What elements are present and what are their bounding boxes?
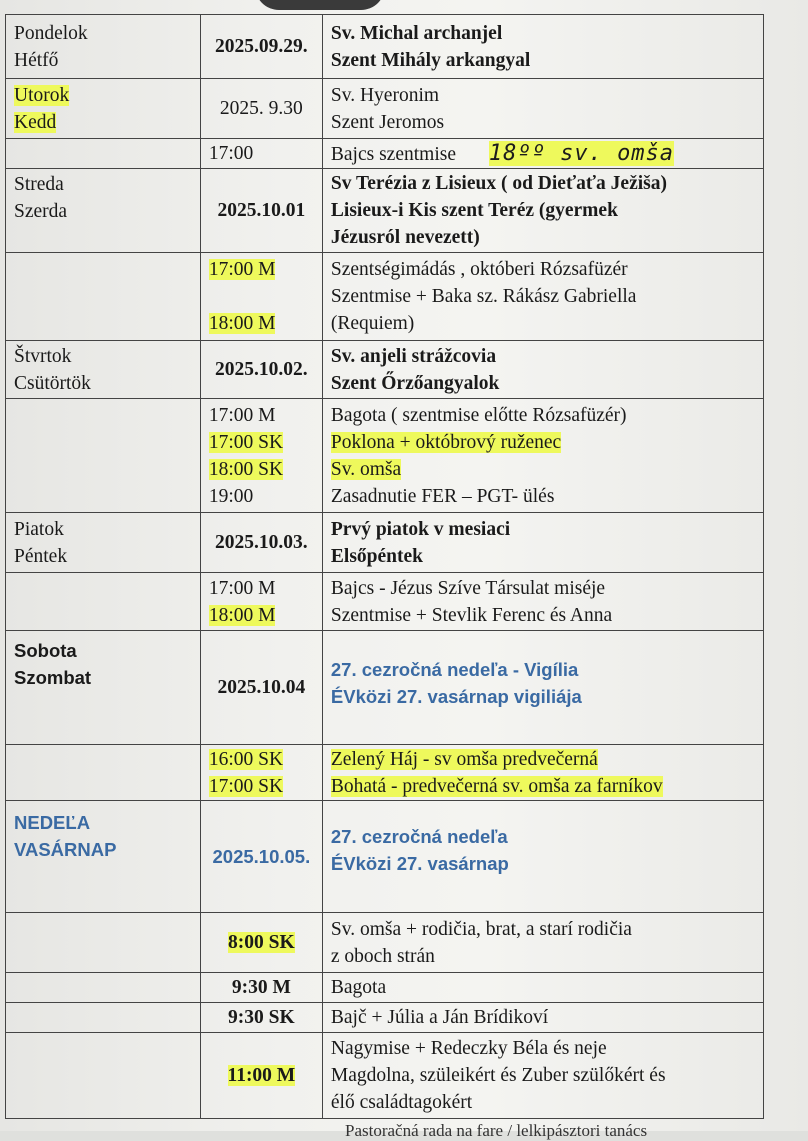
day-tuesday: Utorok Kedd [6,79,201,139]
feast-saturday: 27. cezročná nedeľa - Vigília ÉVközi 27. vasárnap vigiliája [322,631,763,745]
event-sunday-4: Nagymise + Redeczky Béla és neje Magdolna, szüleikért és Zuber szülőkért és élő családtagokért [322,1033,763,1119]
time-sunday-3: 9:30 SK [200,1003,322,1033]
feast-monday: Sv. Michal archanjel Szent Mihály arkangyal [322,15,763,79]
day-thursday: Štvrtok Csütörtök [6,341,201,399]
event-tuesday: Bajcs szentmise 18ºº sv. omša [322,139,763,169]
row-saturday-header [6,631,764,745]
row-friday-header [6,513,764,573]
row-tuesday-header [6,79,764,139]
date-saturday: 2025.10.04 [200,631,322,745]
row-sunday-event-2 [6,973,764,1003]
cut-off-row-text: Pastoračná rada na fare / lelkipásztori tanács [345,1121,648,1140]
feast-friday: Prvý piatok v mesiaci Elsőpéntek [322,513,763,573]
times-saturday: 16:00 SK 17:00 SK [200,745,322,801]
date-thursday: 2025.10.02. [200,341,322,399]
time-sunday-2: 9:30 M [200,973,322,1003]
date-wednesday: 2025.10.01 [200,169,322,253]
feast-sunday: 27. cezročná nedeľa ÉVközi 27. vasárnap [322,801,763,913]
time-sunday-1: 8:00 SK [200,913,322,973]
row-wednesday-header [6,169,764,253]
event-sunday-2: Bagota [322,973,763,1003]
date-friday: 2025.10.03. [200,513,322,573]
row-sunday-event-3 [6,1003,764,1033]
event-sunday-3: Bajč + Júlia a Ján Brídikoví [322,1003,763,1033]
events-thursday: Bagota ( szentmise előtte Rózsafüzér) Poklona + októbrový ruženec Sv. omša Zasadnutie FER – PGT- ülés [322,399,763,513]
feast-wednesday: Sv Terézia z Lisieux ( od Dieťaťa Ježiša) Lisieux-i Kis szent Teréz (gyermek Jézusról nevezett) [322,169,763,253]
event-sunday-1: Sv. omša + rodičia, brat, a starí rodičia z oboch strán [322,913,763,973]
feast-tuesday: Sv. Hyeronim Szent Jeromos [322,79,763,139]
times-thursday: 17:00 M 17:00 SK 18:00 SK 19:00 [200,399,322,513]
row-friday-events [6,573,764,631]
row-sunday-header [6,801,764,913]
row-wednesday-events [6,253,764,341]
time-sunday-4: 11:00 M [200,1033,322,1119]
handwritten-note: 18ºº sv. omša [488,140,675,166]
row-tuesday-event [6,139,764,169]
row-thursday-events [6,399,764,513]
dark-object-top [255,0,385,10]
row-monday-header [6,15,764,79]
schedule-table [5,14,764,1119]
feast-thursday: Sv. anjeli strážcovia Szent Őrzőangyalok [322,341,763,399]
row-saturday-events [6,745,764,801]
day-friday: Piatok Péntek [6,513,201,573]
day-wednesday: Streda Szerda [6,169,201,253]
row-thursday-header [6,341,764,399]
date-tuesday: 2025. 9.30 [200,79,322,139]
time-tuesday: 17:00 [200,139,322,169]
events-wednesday: Szentségimádás , októberi Rózsafüzér Szentmise + Baka sz. Rákász Gabriella (Requiem) [322,253,763,341]
row-sunday-event-1 [6,913,764,973]
events-friday: Bajcs - Jézus Szíve Társulat miséje Szentmise + Stevlik Ferenc és Anna [322,573,763,631]
date-sunday: 2025.10.05. [200,801,322,913]
day-monday: Pondelok Hétfő [6,15,201,79]
day-sunday: NEDEĽA VASÁRNAP [6,801,201,913]
times-wednesday: 17:00 M 18:00 M [200,253,322,341]
day-saturday: Sobota Szombat [6,631,201,745]
date-monday: 2025.09.29. [200,15,322,79]
times-friday: 17:00 M 18:00 M [200,573,322,631]
events-saturday: Zelený Háj - sv omša predvečerná Bohatá - predvečerná sv. omša za farníkov [322,745,763,801]
row-sunday-event-4 [6,1033,764,1119]
